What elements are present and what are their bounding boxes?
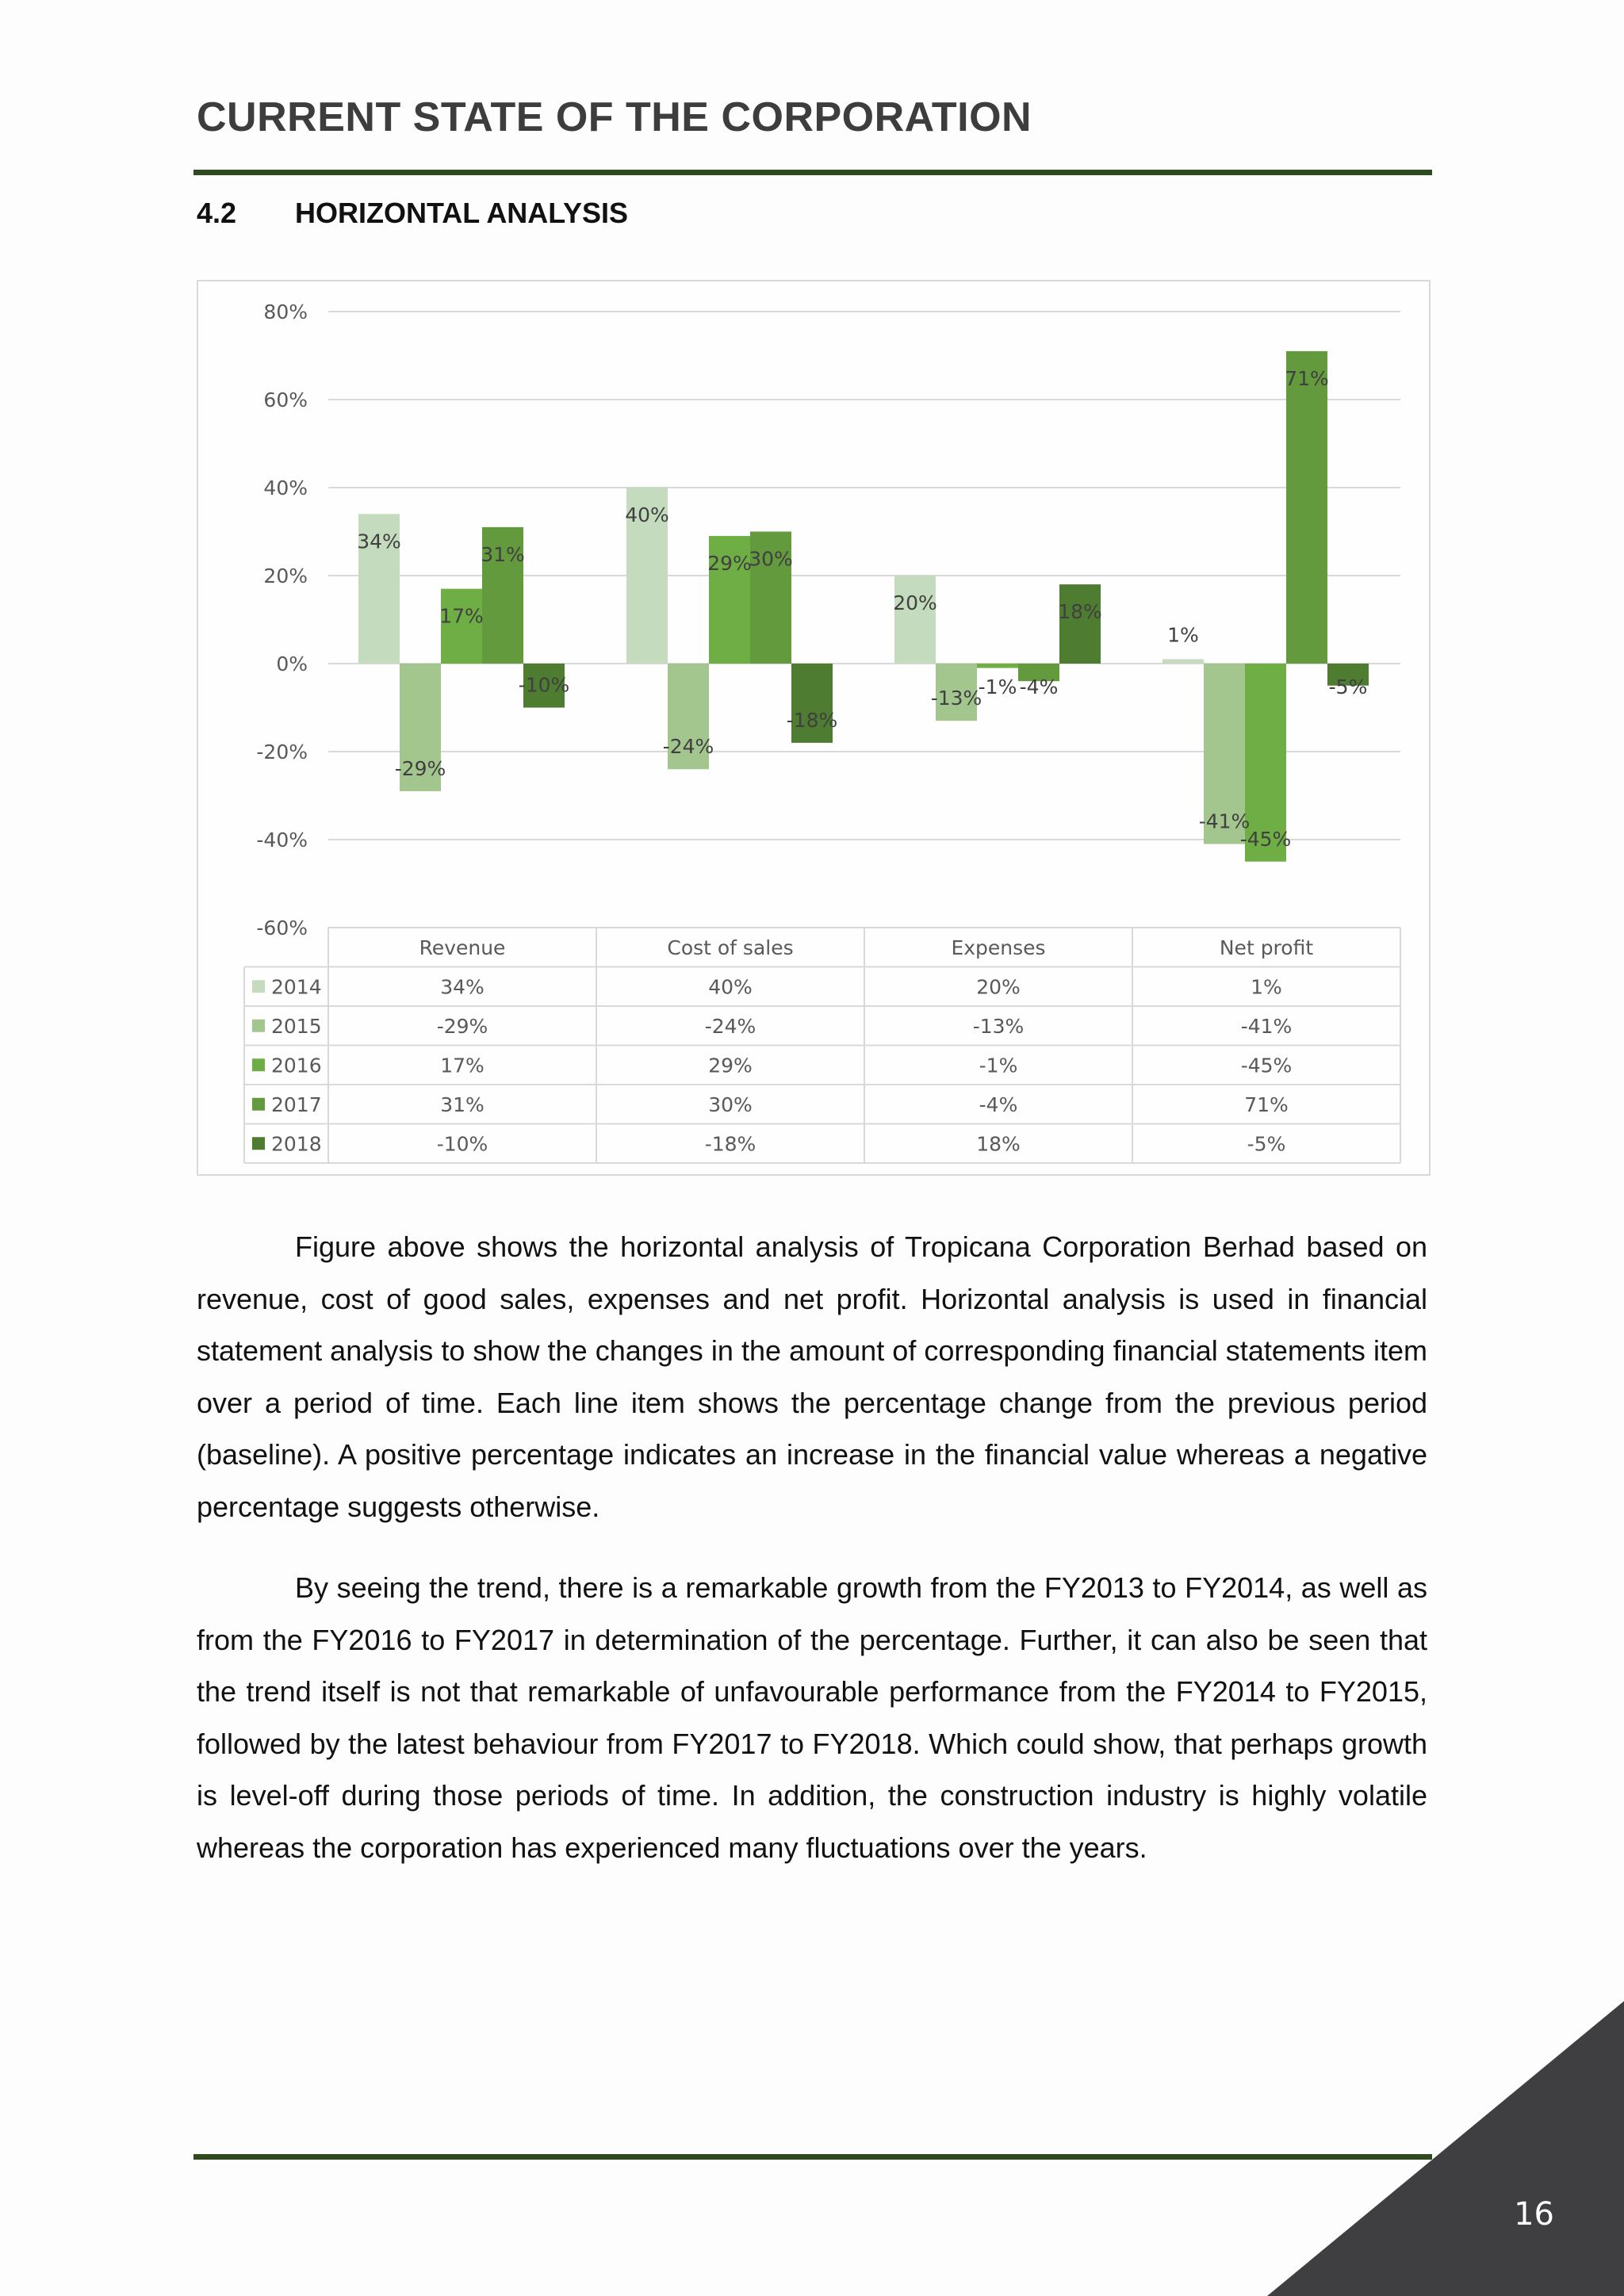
data-label: 20% [893,591,937,614]
y-tick-label: 0% [276,652,308,675]
data-label: 30% [749,547,793,571]
table-cell: -13% [972,1014,1025,1038]
section-title: HORIZONTAL ANALYSIS [295,197,629,229]
table-cell: -1% [979,1054,1018,1077]
table-cell: -18% [704,1132,756,1156]
data-label: -24% [662,735,714,759]
table-cell: -29% [436,1014,488,1038]
table-header-cell: Net profit [1219,936,1314,959]
y-tick-label: -40% [256,828,308,851]
table-cell: -24% [704,1014,756,1038]
data-label: -41% [1198,809,1251,833]
table-cell: -10% [436,1132,488,1156]
data-label: 34% [357,530,401,553]
table-cell: 40% [708,975,753,999]
table-cell: 1% [1251,975,1282,999]
page-title: CURRENT STATE OF THE CORPORATION [197,94,1032,140]
data-label: 17% [439,604,484,628]
data-label: 40% [625,503,669,526]
section-number: 4.2 [197,197,237,229]
legend-label: 2014 [271,975,322,999]
table-cell: 31% [440,1093,485,1116]
legend-label: 2015 [271,1014,322,1038]
table-header-cell: Cost of sales [667,936,794,959]
y-tick-label: -20% [256,740,308,763]
table-header-cell: Revenue [419,936,506,959]
table-cell: -41% [1240,1014,1293,1038]
paragraph-2-text: By seeing the trend, there is a remarkable growth from the FY2013 to FY2014, as well as from the FY2016 to FY2017 in determination of the percentage. Further, it can also be seen that the trend itself is not that remarkable of unfavourable performance from the FY2014 to FY2015, followed by the latest behaviour from FY2017 to FY2018. Which could show, that perhaps growth is level-off during those periods of time. In addition, the construction industry is highly volatile whereas the corporation has experienced many fluctuations over the years. [197,1571,1427,1864]
data-label: 29% [707,552,752,576]
legend-label: 2016 [271,1054,322,1077]
data-label: 31% [481,542,525,566]
y-tick-label: -60% [256,916,308,939]
table-cell: 30% [708,1093,753,1116]
table-cell: 20% [976,975,1021,999]
table-cell: 29% [708,1054,753,1077]
legend-label: 2018 [271,1132,322,1156]
data-label: -5% [1328,675,1368,698]
data-label: 71% [1285,366,1329,390]
table-cell: 71% [1244,1093,1289,1116]
y-tick-label: 40% [263,476,308,499]
data-label: -4% [1019,675,1059,698]
legend-label: 2017 [271,1093,322,1116]
page-number: 16 [1514,2196,1554,2233]
table-header-cell: Expenses [951,936,1046,959]
paragraph-1-text: Figure above shows the horizontal analysis of Tropicana Corporation Berhad based on revenue, cost of good sales, expenses and net profit. Horizontal analysis is used in financial statement analysis to show the changes in the amount of corresponding financial statements item over a period of time. Each line item shows the percentage change from the previous period (baseline). A positive percentage indicates an increase in the financial value whereas a negative percentage suggests otherwise. [197,1230,1427,1523]
table-cell: 17% [440,1054,485,1077]
table-cell: -45% [1240,1054,1293,1077]
table-cell: 34% [440,975,485,999]
data-label: -18% [786,708,838,732]
data-label: -10% [518,673,570,697]
data-label: 18% [1058,600,1102,624]
y-tick-label: 20% [263,564,308,587]
data-label: 1% [1167,623,1199,647]
y-tick-label: 80% [263,300,308,323]
table-cell: -4% [979,1093,1018,1116]
data-label: -45% [1239,827,1292,851]
table-cell: 18% [976,1132,1021,1156]
data-label: -13% [930,687,982,710]
data-label: -1% [978,675,1017,698]
data-label: -29% [394,756,446,780]
table-cell: -5% [1247,1132,1286,1156]
y-tick-label: 60% [263,388,308,411]
